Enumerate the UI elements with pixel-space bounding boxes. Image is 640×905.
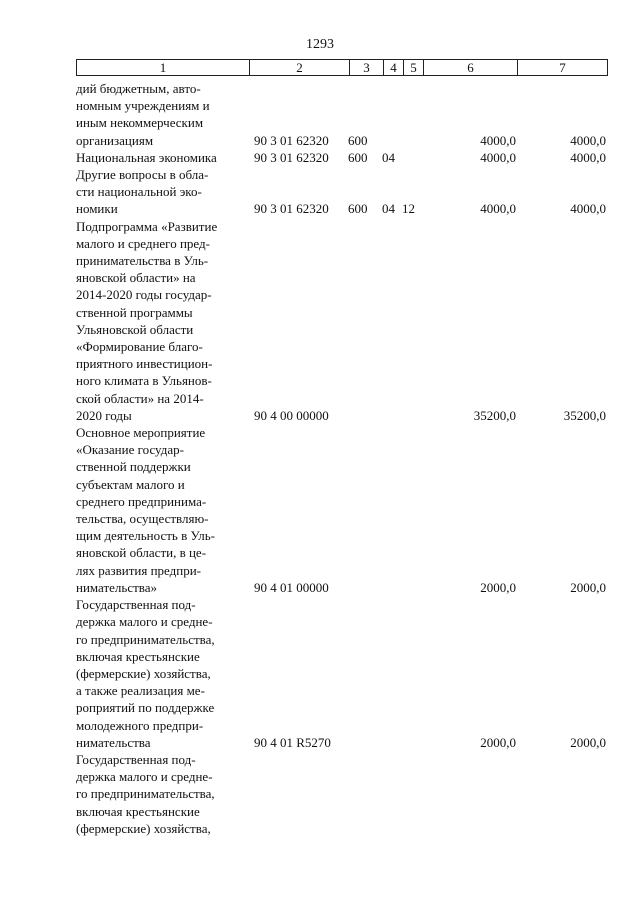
description-line: лях развития предпри- <box>76 562 201 578</box>
description-line: го предпринимательства, <box>76 631 215 647</box>
row-amount-6: 4000,0 <box>480 149 516 165</box>
table-row <box>76 149 616 166</box>
table-body <box>76 80 616 837</box>
row-amount-7: 4000,0 <box>570 132 606 148</box>
description-line: номики <box>76 201 118 217</box>
row-description <box>76 80 248 149</box>
description-line: малого и среднего пред- <box>76 235 210 251</box>
row-amount-7: 35200,0 <box>563 407 606 423</box>
row-amount-6: 35200,0 <box>473 407 516 423</box>
description-line: ственной поддержки <box>76 459 191 475</box>
description-line: яновской области» на <box>76 270 196 286</box>
description-line: включая крестьянские <box>76 803 200 819</box>
description-line: ственной программы <box>76 304 193 320</box>
description-line: нимательства <box>76 734 151 750</box>
header-row <box>77 60 608 76</box>
table-row <box>76 218 616 424</box>
description-line: номным учреждениям и <box>76 98 210 114</box>
row-col-3: 600 <box>348 149 368 165</box>
description-line: держка малого и средне- <box>76 769 213 785</box>
row-description <box>76 149 248 166</box>
row-code: 90 4 01 00000 <box>254 579 329 595</box>
table-row <box>76 424 616 596</box>
row-amount-6: 2000,0 <box>480 734 516 750</box>
description-line: включая крестьянские <box>76 648 200 664</box>
table-row <box>76 80 616 149</box>
row-code: 90 4 00 00000 <box>254 407 329 423</box>
description-line: (фермерские) хозяйства, <box>76 820 211 836</box>
row-amount-7: 2000,0 <box>570 734 606 750</box>
description-line: го предпринимательства, <box>76 786 215 802</box>
row-col-4: 04 <box>382 149 395 165</box>
row-col-3: 600 <box>348 201 368 217</box>
table-row <box>76 751 616 837</box>
row-col-4: 04 <box>382 201 395 217</box>
header-col-6: 6 <box>424 60 518 76</box>
description-line: Национальная экономика <box>76 149 217 165</box>
row-code: 90 4 01 R5270 <box>254 734 331 750</box>
header-col-5: 5 <box>404 60 424 76</box>
description-line: Другие вопросы в обла- <box>76 167 209 183</box>
row-col-5: 12 <box>402 201 415 217</box>
table-row <box>76 596 616 751</box>
table-row <box>76 166 616 218</box>
description-line: «Оказание государ- <box>76 442 184 458</box>
description-line: Подпрограмма «Развитие <box>76 218 218 234</box>
description-line: ской области» на 2014- <box>76 390 204 406</box>
description-line: Государственная под- <box>76 751 196 767</box>
header-col-3: 3 <box>350 60 384 76</box>
row-description <box>76 424 248 596</box>
description-line: субъектам малого и <box>76 476 185 492</box>
header-col-2: 2 <box>250 60 350 76</box>
description-line: 2014-2020 годы государ- <box>76 287 212 303</box>
description-line: «Формирование благо- <box>76 339 203 355</box>
page-number: 1293 <box>306 37 334 52</box>
header-col-4: 4 <box>384 60 404 76</box>
description-line: (фермерские) хозяйства, <box>76 665 211 681</box>
description-line: роприятий по поддержке <box>76 700 215 716</box>
row-code: 90 3 01 62320 <box>254 132 329 148</box>
description-line: тельства, осуществляю- <box>76 511 209 527</box>
row-description <box>76 751 248 837</box>
description-line: а также реализация ме- <box>76 683 205 699</box>
row-description <box>76 218 248 424</box>
row-amount-6: 4000,0 <box>480 132 516 148</box>
description-line: приятного инвестицион- <box>76 356 213 372</box>
description-line: среднего предпринима- <box>76 493 207 509</box>
description-line: 2020 годы <box>76 407 132 423</box>
description-line: сти национальной эко- <box>76 184 202 200</box>
description-line: Ульяновской области <box>76 321 194 337</box>
row-col-3: 600 <box>348 132 368 148</box>
row-amount-6: 4000,0 <box>480 201 516 217</box>
row-amount-7: 4000,0 <box>570 149 606 165</box>
description-line: дий бюджетным, авто- <box>76 81 201 96</box>
description-line: держка малого и средне- <box>76 614 213 630</box>
description-line: молодежного предпри- <box>76 717 204 733</box>
row-amount-6: 2000,0 <box>480 579 516 595</box>
description-line: яновской области, в це- <box>76 545 207 561</box>
description-line: щим деятельность в Уль- <box>76 528 215 544</box>
description-line: Государственная под- <box>76 597 196 613</box>
description-line: организациям <box>76 132 154 148</box>
row-amount-7: 4000,0 <box>570 201 606 217</box>
row-description <box>76 166 248 218</box>
row-code: 90 3 01 62320 <box>254 201 329 217</box>
header-col-1: 1 <box>77 60 250 76</box>
description-line: Основное мероприятие <box>76 425 206 441</box>
description-line: иным некоммерческим <box>76 115 204 131</box>
row-amount-7: 2000,0 <box>570 579 606 595</box>
description-line: принимательства в Уль- <box>76 253 209 269</box>
description-line: ного климата в Ульянов- <box>76 373 212 389</box>
description-line: нимательства» <box>76 579 158 595</box>
row-code: 90 3 01 62320 <box>254 149 329 165</box>
header-col-7: 7 <box>518 60 608 76</box>
table-header <box>76 59 608 76</box>
row-description <box>76 596 248 751</box>
